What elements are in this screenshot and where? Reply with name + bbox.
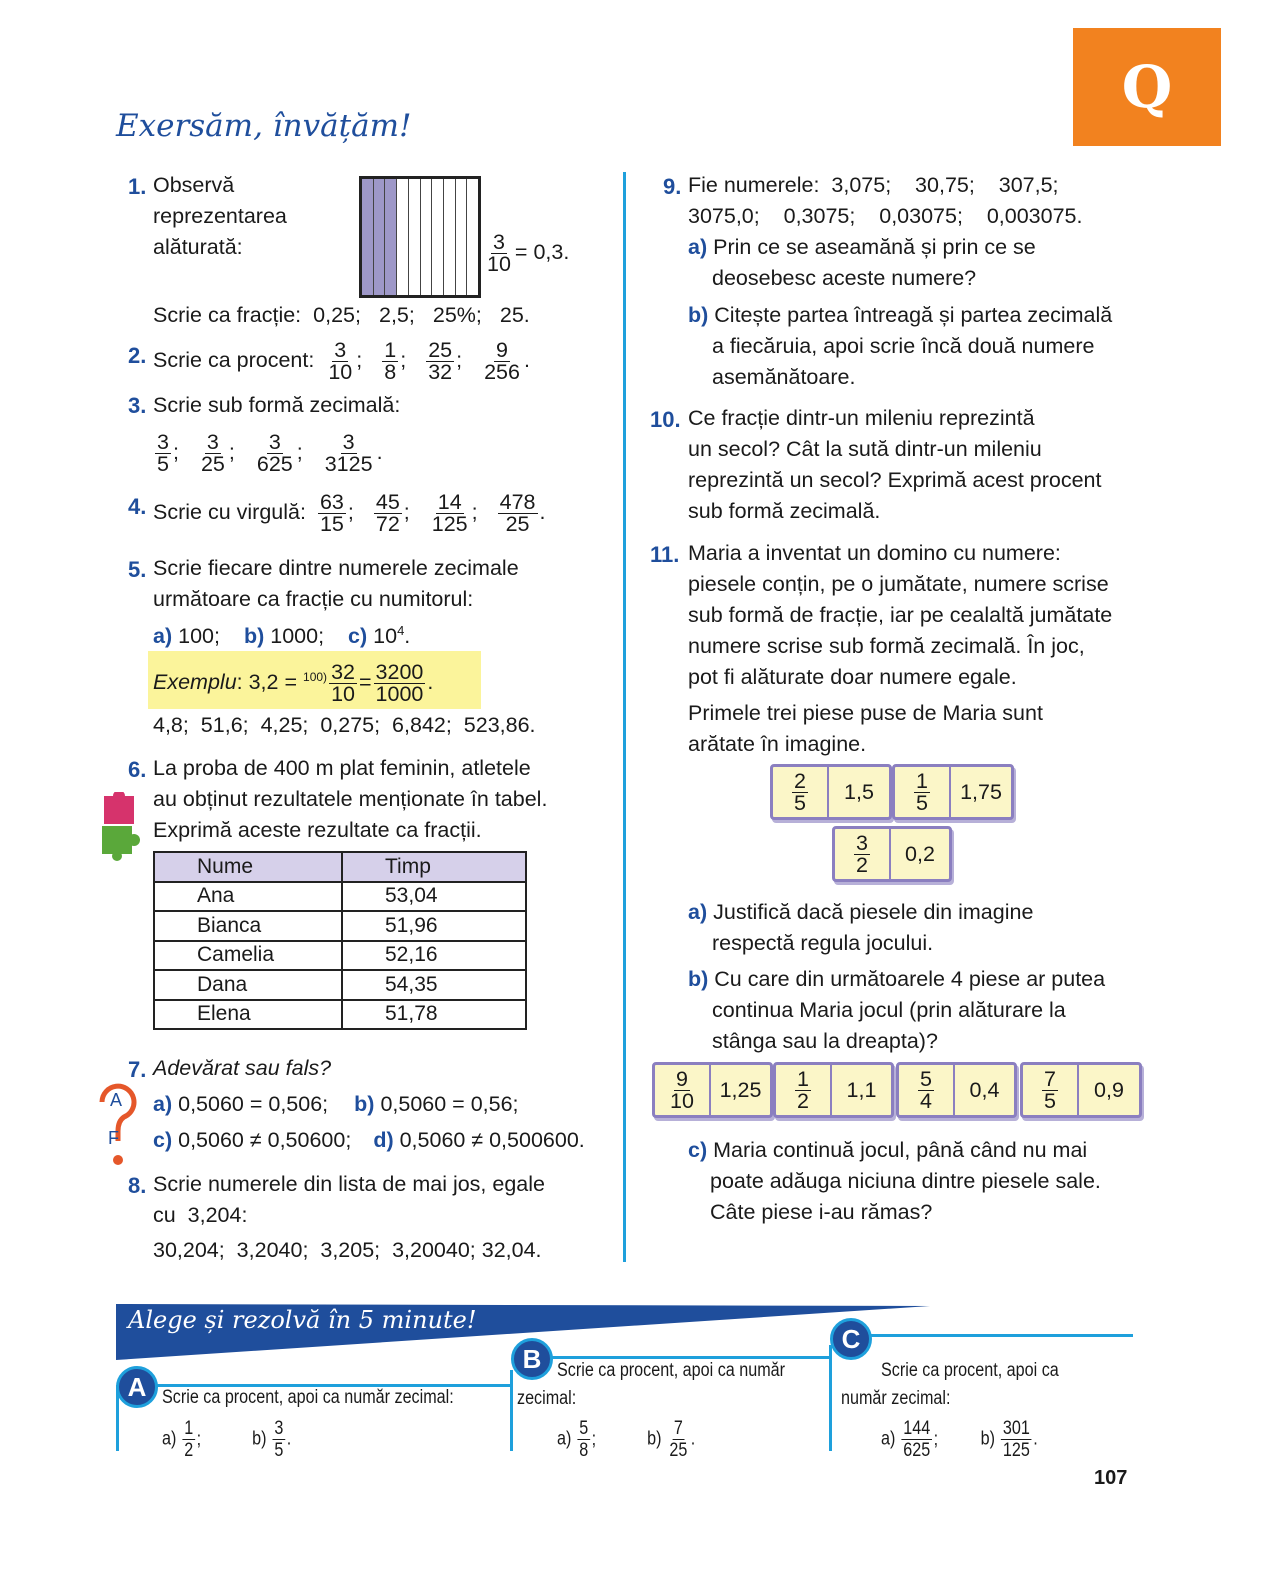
table-header-row [154,852,526,882]
ex11-a-text: Justifică dacă piesele din imagine [713,900,1034,924]
denominator: 625 [903,1440,931,1461]
cell-time: 54,35 [342,970,526,1000]
option-label: c) [688,1138,708,1162]
fraction [795,1066,811,1113]
task-label: Scrie ca fracție: [153,303,302,327]
separator: ; [347,500,354,525]
banner-title: Alege și rezolvă în 5 minute! [128,1306,477,1334]
puzzle-icon [96,792,142,862]
numerator: 3 [342,430,355,454]
ex9-b-text: asemănătoare. [712,365,856,389]
ex11-text: Maria a inventat un domino cu numere: [688,541,1061,565]
column-divider [623,172,626,1262]
item-label: a) [881,1428,896,1450]
ex11-text: piesele conțin, pe o jumătate, numere scrise [688,572,1109,596]
punct: . [286,1428,292,1450]
option-value: 10 [373,624,398,649]
denominator: 8 [579,1440,589,1461]
ex9-b-text: a fiecăruia, apoi scrie încă două numere [712,334,1095,358]
ex1-text: alăturată: [153,235,243,259]
ex10-text: sub formă zecimală. [688,499,881,523]
divider [860,1334,1133,1337]
punct: ; [591,1428,597,1450]
fraction-list [324,338,530,384]
separator: . [539,500,546,525]
fraction [326,340,354,383]
exercise-number: 10. [650,407,681,432]
option-label: b) [688,967,709,991]
ex8-text: Scrie numerele din lista de mai jos, egale [153,1172,545,1196]
denominator: 15 [319,512,344,536]
ex10-text: un secol? Cât la sută dintr-un mileniu [688,437,1042,461]
numerator: 7 [673,1418,683,1439]
denominator: 10 [487,252,511,276]
ex1-text: Observă [153,173,235,197]
table-row [154,882,526,912]
ex11-b-text: Cu care din următoarele 4 piese ar putea [714,967,1106,991]
example-lead: : 3,2 = [236,670,298,695]
denominator: 5 [157,452,169,476]
ex1-task [153,300,530,331]
denominator: 2 [797,1088,809,1113]
domino-option [773,1062,894,1118]
separator: ; [172,440,179,465]
fraction [1042,1066,1058,1113]
cell-time: 51,96 [342,911,526,941]
numerator: 63 [319,490,344,514]
separator: . [376,440,383,465]
true-false-icon [96,1082,140,1168]
ex6-text: au obținut rezultatele menționate în tabel. [153,787,548,811]
ex10-text: reprezintă un secol? Exprimă acest procent [688,468,1102,492]
denominator: 5 [794,790,806,815]
cell-time: 51,78 [342,1000,526,1030]
ex11-b-text: continua Maria jocul (prin alăturare la [712,998,1066,1022]
numerator: 1 [384,338,397,362]
punct: . [1033,1428,1038,1450]
numerator: 3 [492,230,505,254]
domino-piece [892,764,1014,820]
option-label: b) [688,303,709,327]
option-label: a) [688,900,708,924]
ex1-text: reprezentarea [153,204,287,228]
fraction [183,1418,195,1461]
denominator: 1000 [375,682,424,706]
exercise-number: 11. [650,542,680,567]
fraction-list [153,432,383,475]
option-a-items [162,1418,291,1461]
equals-text: = 0,3. [514,240,570,265]
domino-decimal-half: 1,75 [960,779,1002,804]
domino-fraction-half [1023,1065,1079,1115]
ex4-text: Scrie cu virgulă: [153,500,306,525]
item: 25%; [432,303,482,327]
ex7-row [153,1125,585,1156]
option-label: b) [243,624,265,649]
numerator: 144 [903,1418,931,1439]
numerator: 3 [274,1418,284,1439]
punct: ; [933,1428,939,1450]
ex11-text: arătate în imagine. [688,732,867,756]
ex9-b-text: Citește partea întreagă și partea zecimală [714,303,1113,327]
fraction [374,662,426,705]
grid-part [432,179,444,295]
ex2-text: Scrie ca procent: [153,348,315,373]
option-a-text: Scrie ca procent, apoi ca număr zecimal: [162,1387,454,1408]
divider [829,1345,832,1451]
option-value: 0,5060 ≠ 0,50600; [178,1128,352,1152]
option-label: c) [153,1128,173,1152]
domino-option [896,1062,1017,1118]
domino-piece [770,764,892,820]
item-label: b) [647,1428,662,1450]
table-row [154,941,526,971]
fraction [918,1066,934,1113]
denominator: 8 [384,360,397,384]
fraction [255,432,295,475]
domino-fraction-half [776,1065,832,1115]
ex8-text: cu 3,204: [153,1203,248,1227]
denominator: 2 [184,1440,194,1461]
numerator: 1 [184,1418,194,1439]
ex11-c-text: poate adăuga niciuna dintre piesele sale. [710,1169,1101,1193]
cell-name: Ana [154,882,342,912]
numerator: 45 [375,490,400,514]
item-label: a) [557,1428,572,1450]
fraction [1001,1418,1031,1461]
example-line [153,662,433,705]
example-label: Exemplu [153,670,237,695]
grid-part [444,179,456,295]
fraction [155,432,171,475]
numerator: 7 [1044,1066,1056,1091]
fraction [668,1418,689,1461]
fraction [430,492,470,535]
option-value: 0,5060 = 0,506; [178,1092,329,1116]
denominator: 25 [505,512,530,536]
denominator: 625 [256,452,293,476]
cell-time: 53,04 [342,882,526,912]
domino-decimal-half: 1,25 [719,1077,762,1102]
ex7-row [153,1089,519,1120]
ex2-line [153,340,530,383]
option-c-text: număr zecimal: [841,1388,951,1409]
option-value: 100; [178,624,220,649]
fraction [498,492,538,535]
numerator: 25 [428,338,453,362]
fraction [199,432,227,475]
fraction [374,492,402,535]
domino-decimal-half: 0,2 [905,841,935,866]
numerator: 5 [920,1066,932,1091]
separator: ; [296,440,303,465]
option-b-text: zecimal: [517,1388,577,1409]
fraction [329,662,357,705]
ex6-text: Exprimă aceste rezultate ca fracții. [153,818,482,842]
ex9-a-text: deosebesc aceste numere? [712,266,977,290]
grid-part [397,179,409,295]
denominator: 10 [331,682,355,706]
page-title: Exersăm, învățăm! [116,108,412,144]
grid-part [385,179,397,295]
fraction [792,768,808,815]
domino-piece [832,826,952,882]
exercise-number: 8. [128,1173,147,1198]
domino-option [1020,1062,1142,1118]
denominator: 3125 [324,452,373,476]
domino-fraction-half [899,1065,955,1115]
ex11-text: sub formă de fracție, iar pe cealaltă jumătate [688,603,1113,627]
domino-decimal-half: 1,1 [846,1077,877,1102]
option-label: c) [348,624,368,649]
domino-fraction-half [835,829,891,879]
ex11-c-text: Maria continuă jocul, până când nu mai [713,1138,1088,1162]
domino-fraction-half [655,1065,711,1115]
numerator: 3 [856,830,868,855]
fraction [482,340,522,383]
divider [510,1370,513,1451]
numerator: 1 [797,1066,809,1091]
denominator: 10 [670,1088,694,1113]
grid-part [374,179,386,295]
column-header: Timp [342,852,526,882]
punct: . [404,624,411,649]
section-badge: Q [1073,28,1221,146]
domino-decimal-half: 0,9 [1094,1077,1124,1102]
ex11-text: pot fi alăturate doar numere egale. [688,665,1017,689]
grid-part [421,179,433,295]
denominator: 72 [375,512,400,536]
exercise-number: 7. [128,1057,147,1082]
ex11-text: Primele trei piese puse de Maria sunt [688,701,1043,725]
exercise-number: 6. [128,757,147,782]
numerator: 9 [676,1066,688,1091]
item: 0,25; [313,303,361,327]
item: 2,5; [379,303,415,327]
ex4-line [153,492,545,535]
fraction [485,232,513,275]
fraction [914,768,930,815]
numerator: 2 [794,768,806,793]
grid-part [362,179,374,295]
ex8-list: 30,204; 3,2040; 3,205; 3,20040; 32,04. [153,1238,542,1262]
ex9-a-text: Prin ce se aseamănă și prin ce se [713,235,1036,259]
results-table [153,851,527,1030]
punct: . [427,670,434,695]
fraction [854,830,870,877]
option-b-badge: B [511,1338,553,1380]
option-a-badge: A [116,1366,158,1408]
fraction-grid-diagram [359,176,481,298]
ex5-text: Scrie fiecare dintre numerele zecimale [153,556,519,580]
amplification: 100) [303,670,328,685]
ex11-a-text: respectă regula jocului. [712,931,934,955]
numerator: 32 [331,660,355,684]
exercise-number: 3. [128,393,147,418]
numerator: 5 [579,1418,589,1439]
option-b-text: Scrie ca procent, apoi ca număr [557,1360,786,1381]
option-value: 0,5060 ≠ 0,500600. [399,1128,585,1152]
fraction [318,492,346,535]
ex5-list: 4,8; 51,6; 4,25; 0,275; 6,842; 523,86. [153,713,536,737]
punct: . [690,1428,696,1450]
grid-part [467,179,478,295]
ex11-b-text: stânga sau la dreapta)? [712,1029,938,1053]
numerator: 478 [499,490,536,514]
cell-name: Camelia [154,941,342,971]
ex6-text: La proba de 400 m plat feminin, atletele [153,756,531,780]
denominator: 5 [916,790,928,815]
ex9-text: Fie numerele: 3,075; 30,75; 307,5; [688,173,1059,197]
table-row [154,1000,526,1030]
page-number: 107 [1094,1467,1128,1489]
separator: ; [471,500,478,525]
icon-letter: A [110,1090,123,1110]
fraction-list [316,490,546,536]
ex1-equation [483,232,569,275]
cell-name: Bianca [154,911,342,941]
ex7-text: Adevărat sau fals? [153,1056,332,1080]
option-label: a) [153,624,173,649]
ex5-text: următoare ca fracție cu numitorul: [153,587,474,611]
item-label: b) [980,1428,995,1450]
grid-part [409,179,421,295]
ex11-c-text: Câte piese i-au rămas? [710,1200,933,1224]
domino-fraction-half [895,767,951,817]
denominator: 125 [431,512,468,536]
denominator: 2 [856,852,868,877]
item-label: a) [162,1428,177,1450]
fraction [578,1418,590,1461]
option-b-items [557,1418,695,1461]
cell-name: Dana [154,970,342,1000]
ex11-text: numere scrise sub formă zecimală. În joc, [688,634,1085,658]
icon-letter: F [108,1128,119,1148]
fraction [426,340,454,383]
table-row [154,970,526,1000]
table-row [154,911,526,941]
numerator: 3200 [375,660,424,684]
item-label: b) [252,1428,267,1450]
ex9-text: 3075,0; 0,3075; 0,03075; 0,003075. [688,204,1083,228]
denominator: 256 [484,360,520,384]
option-c-badge: C [830,1318,872,1360]
numerator: 14 [437,490,462,514]
option-label: a) [688,235,708,259]
numerator: 1 [916,768,928,793]
denominator: 25 [669,1440,688,1461]
ex10-text: Ce fracție dintr-un mileniu reprezintă [688,406,1035,430]
separator: ; [400,348,407,373]
option-value: 0,5060 = 0,56; [380,1092,519,1116]
option-label: b) [354,1092,375,1116]
punct: ; [196,1428,202,1450]
exercise-number: 1. [128,174,147,199]
numerator: 301 [1002,1418,1030,1439]
option-label: a) [153,1092,173,1116]
fraction [902,1418,932,1461]
numerator: 3 [157,430,169,454]
fraction [382,340,398,383]
exercise-number: 5. [128,557,147,582]
exercise-number: 4. [128,494,147,519]
grid-part [456,179,468,295]
denominator: 32 [428,360,453,384]
exercise-number: 9. [663,174,682,199]
cell-time: 52,16 [342,941,526,971]
separator: ; [356,348,363,373]
column-header: Nume [154,852,342,882]
denominator: 4 [920,1088,932,1113]
numerator: 3 [334,338,347,362]
numerator: 3 [268,430,281,454]
domino-fraction-half [773,767,829,817]
numerator: 3 [206,430,219,454]
ex3-text: Scrie sub formă zecimală: [153,393,401,417]
fraction [273,1418,285,1461]
option-value: 1000; [270,624,325,649]
denominator: 25 [200,452,225,476]
ex5-options [153,615,410,652]
option-c-items [881,1418,1038,1461]
exercise-number: 2. [128,343,147,368]
domino-option [652,1062,773,1118]
domino-decimal-half: 1,5 [844,779,874,804]
item: 25. [499,303,530,327]
fraction [668,1066,696,1113]
option-label: d) [373,1128,394,1152]
denominator: 5 [274,1440,284,1461]
exponent: 4 [397,623,405,638]
separator: ; [456,348,463,373]
denominator: 125 [1002,1440,1030,1461]
divider [540,1356,832,1359]
option-c-text: Scrie ca procent, apoi ca [881,1360,1059,1381]
denominator: 5 [1044,1088,1056,1113]
equals: = [358,670,372,695]
fraction [323,432,375,475]
separator: ; [228,440,235,465]
separator: ; [403,500,410,525]
cell-name: Elena [154,1000,342,1030]
denominator: 10 [328,360,353,384]
numerator: 9 [496,338,509,362]
separator: . [523,348,530,373]
domino-decimal-half: 0,4 [969,1077,1000,1102]
